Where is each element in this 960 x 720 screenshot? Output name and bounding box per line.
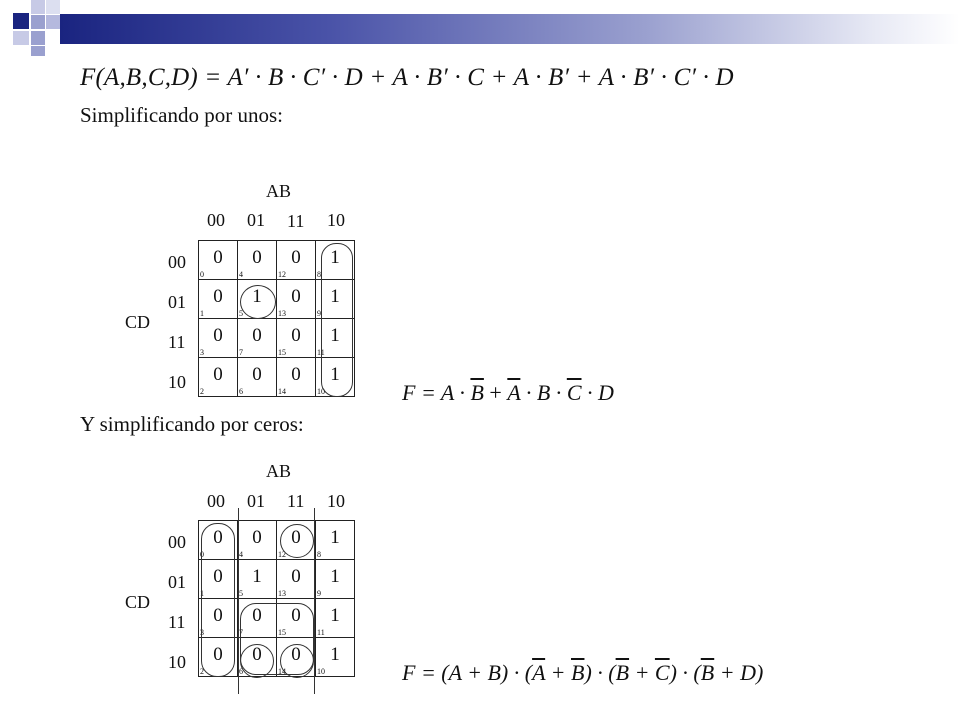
kmap-cell: 1 10 xyxy=(316,638,355,677)
kmap-cell: 0 2 xyxy=(199,358,238,397)
section-title-ones: Simplificando por unos: xyxy=(80,103,283,127)
kmap-cell: 0 12 xyxy=(277,241,316,280)
kmap-cell: 0 4 xyxy=(238,521,277,560)
cd-label: CD xyxy=(125,592,151,612)
row-header-11: 11 xyxy=(168,612,186,632)
kmap-cell: 0 15 xyxy=(277,319,316,358)
decor-square-light xyxy=(31,0,45,14)
kmap-cell: 1 5 xyxy=(238,280,277,319)
kmap-cell: 0 14 xyxy=(277,638,316,677)
kmap-cell: 0 2 xyxy=(199,638,238,677)
kmap-cell: 1 8 xyxy=(316,521,355,560)
title-bar xyxy=(60,14,960,44)
karnaugh-map-zeros xyxy=(198,520,355,677)
kmap-cell: 0 13 xyxy=(277,280,316,319)
wrap-guide-line xyxy=(238,508,239,694)
col-header-01: 01 xyxy=(247,210,265,230)
decor-square-light xyxy=(13,31,29,45)
kmap-cell: 1 8 xyxy=(316,241,355,280)
simplified-formula-ones: $F = A \cdot \overline{B} + \overline{A} \cdot B \cdot \overline{C} \cdot D$ xyxy=(402,380,614,405)
kmap-cell: 0 7 xyxy=(238,599,277,638)
kmap-cell: 0 14 xyxy=(277,358,316,397)
kmap-cell: 0 3 xyxy=(199,319,238,358)
kmap-cell: 0 0 xyxy=(199,241,238,280)
decor-square-mid xyxy=(31,15,45,29)
ab-label: AB xyxy=(266,181,292,201)
row-header-11: 11 xyxy=(168,332,186,352)
kmap-cell: 0 15 xyxy=(277,599,316,638)
decor-square-mid xyxy=(31,46,45,56)
function-equation: F(A,B,C,D) = A′ · B · C′ · D + A · B′ · C + A · B′ + A · B′ · C′ · D xyxy=(80,64,734,91)
col-header-00: 00 xyxy=(207,210,225,230)
ab-label: AB xyxy=(266,461,292,481)
kmap-cell: 0 6 xyxy=(238,638,277,677)
kmap-cell: 1 9 xyxy=(316,560,355,599)
row-header-10: 10 xyxy=(168,372,186,392)
row-header-00: 00 xyxy=(168,252,186,272)
col-header-01: 01 xyxy=(247,491,265,511)
kmap-cell: 0 12 xyxy=(277,521,316,560)
cd-label: CD xyxy=(125,312,151,332)
decor-square-light xyxy=(46,0,60,14)
col-header-11: 11 xyxy=(287,211,305,231)
kmap-cell: 0 0 xyxy=(199,521,238,560)
kmap-cell: 0 7 xyxy=(238,319,277,358)
decor-square-dark xyxy=(13,13,29,29)
kmap-cell: 1 10 xyxy=(316,358,355,397)
col-header-10: 10 xyxy=(327,491,345,511)
section-title-zeros: Y simplificando por ceros: xyxy=(80,412,304,436)
col-header-10: 10 xyxy=(327,210,345,230)
kmap-cell: 0 6 xyxy=(238,358,277,397)
row-header-01: 01 xyxy=(168,572,186,592)
row-header-00: 00 xyxy=(168,532,186,552)
row-header-01: 01 xyxy=(168,292,186,312)
simplified-formula-zeros: $F = (A + B) \cdot (\overline{A} + \overline{B}) \cdot (\overline{B} + \overline{C}) \cdot (\overline{B} + D)$ xyxy=(402,660,764,685)
kmap-cell: 0 3 xyxy=(199,599,238,638)
kmap-cell: 0 4 xyxy=(238,241,277,280)
col-header-11: 11 xyxy=(287,491,305,511)
kmap-cell: 0 1 xyxy=(199,560,238,599)
row-header-10: 10 xyxy=(168,652,186,672)
kmap-cell: 0 1 xyxy=(199,280,238,319)
decor-square-mid xyxy=(46,15,60,29)
karnaugh-map-ones xyxy=(198,240,355,397)
kmap-cell: 1 5 xyxy=(238,560,277,599)
kmap-cell: 0 13 xyxy=(277,560,316,599)
kmap-cell: 1 11 xyxy=(316,599,355,638)
kmap-cell: 1 11 xyxy=(316,319,355,358)
wrap-guide-line xyxy=(314,508,315,694)
decor-square-mid xyxy=(31,31,45,45)
col-header-00: 00 xyxy=(207,491,225,511)
kmap-cell: 1 9 xyxy=(316,280,355,319)
